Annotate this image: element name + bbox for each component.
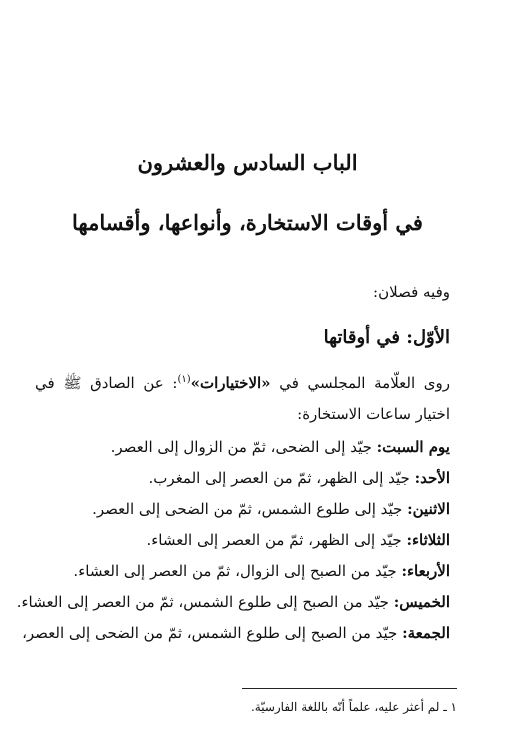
day-row-wednesday <box>35 556 450 587</box>
day-name: الأربعاء: <box>401 562 450 580</box>
day-times: جيّد إلى الظهر، ثمّ من العصر إلى المغرب. <box>148 469 415 487</box>
chapter-subtitle: في أوقات الاستخارة، وأنواعها، وأقسامها <box>72 210 423 235</box>
day-name: يوم السبت: <box>376 438 450 456</box>
day-row-saturday <box>35 432 450 463</box>
paragraph-text-start: روى العلّامة المجلسي في <box>270 374 450 392</box>
day-times: جيّد إلى الضحى، ثمّ من الزوال إلى العصر. <box>110 438 377 456</box>
paragraph-text-end: : عن الصادق ﷺ في اختيار ساعات الاستخارة: <box>35 374 450 423</box>
source-title: «الاختيارات» <box>190 374 271 392</box>
day-times: جيّد من الصبح إلى طلوع الشمس، ثمّ من العصر إلى العشاء. <box>16 593 394 611</box>
day-name: الأحد: <box>414 469 450 487</box>
day-times: جيّد من الصبح إلى الزوال، ثمّ من العصر إلى العشاء. <box>73 562 402 580</box>
intro-paragraph <box>35 364 450 430</box>
footnote-reference: (١) <box>177 374 191 385</box>
day-row-tuesday <box>35 525 450 556</box>
day-times: جيّد إلى طلوع الشمس، ثمّ من الضحى إلى العصر. <box>92 500 408 518</box>
day-name: الخميس: <box>393 593 450 611</box>
day-row-thursday <box>16 587 450 618</box>
section-heading: الأوّل: في أوقاتها <box>323 327 450 348</box>
day-name: الثلاثاء: <box>406 531 450 549</box>
day-name: الاثنين: <box>407 500 450 518</box>
day-times: جيّد من الصبح إلى طلوع الشمس، ثمّ من الضحى إلى العصر، <box>22 624 403 642</box>
chapter-title: الباب السادس والعشرون <box>137 150 358 175</box>
day-times: جيّد إلى الظهر، ثمّ من العصر إلى العشاء. <box>146 531 407 549</box>
days-list <box>16 432 450 649</box>
day-row-monday <box>35 494 450 525</box>
footnote: ١ ـ لم أعثر عليه، علماً أنّه باللغة الفارسيّة. <box>250 700 457 714</box>
day-row-friday <box>22 618 450 649</box>
footnote-divider <box>242 688 457 689</box>
day-name: الجمعة: <box>402 624 450 642</box>
intro-text: وفيه فصلان: <box>373 283 450 301</box>
day-row-sunday <box>35 463 450 494</box>
